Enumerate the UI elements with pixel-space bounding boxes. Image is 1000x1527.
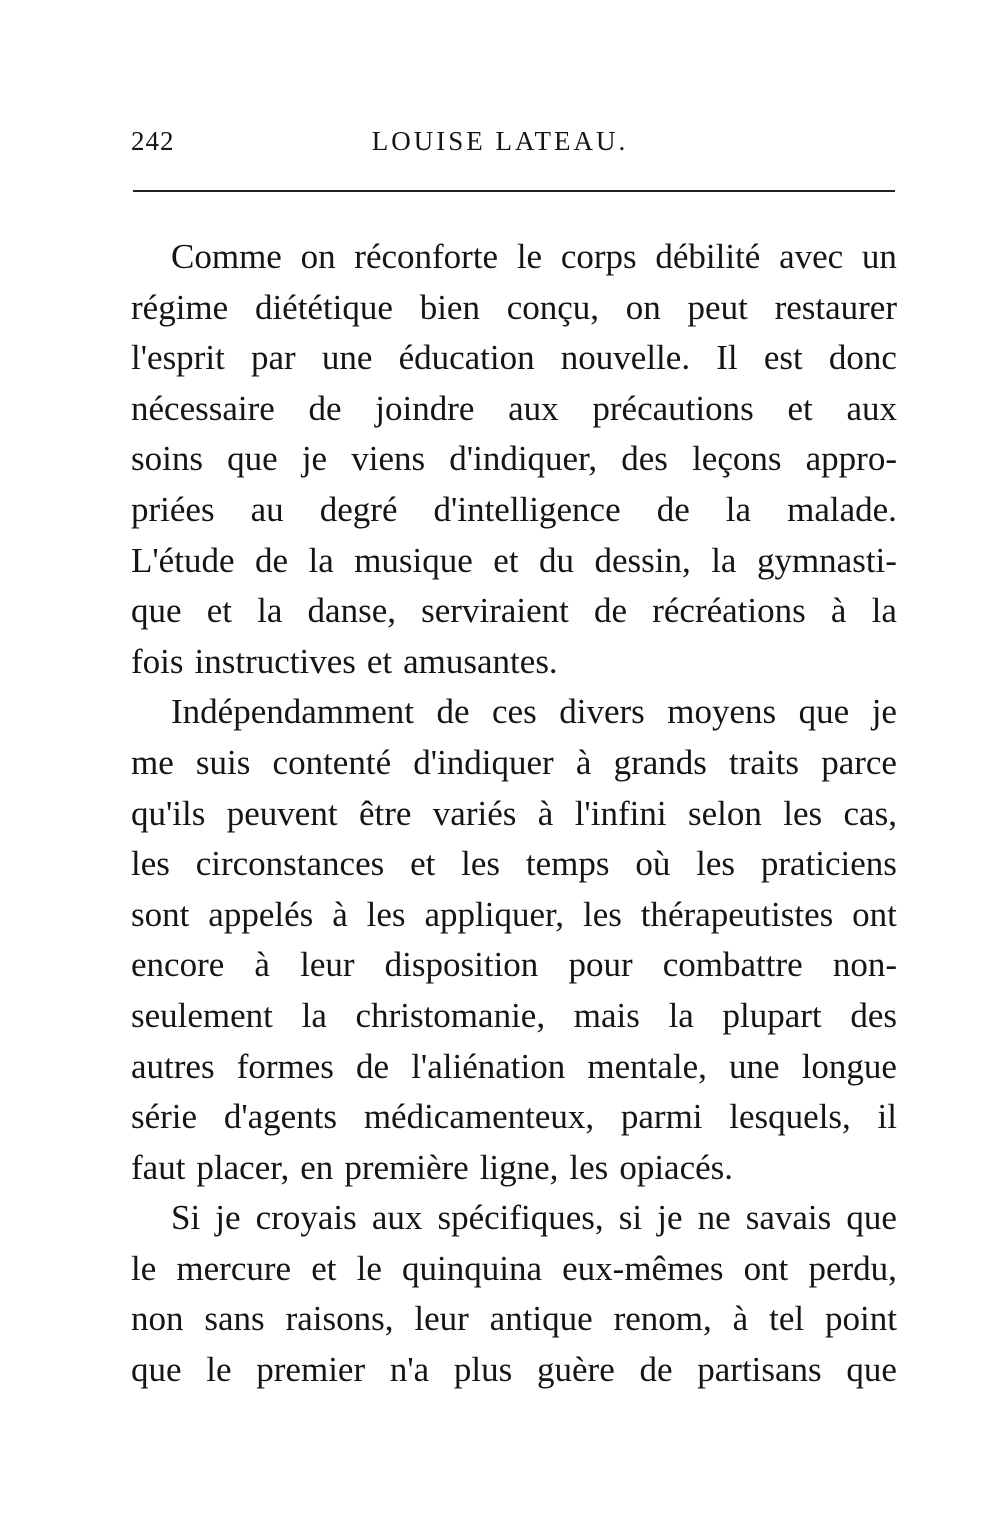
word: je bbox=[215, 1198, 241, 1238]
word: mercure bbox=[176, 1248, 292, 1288]
word: premier bbox=[256, 1350, 366, 1390]
word: diététique bbox=[254, 287, 393, 327]
word: longue bbox=[801, 1046, 897, 1086]
word: praticiens bbox=[760, 844, 897, 884]
word: fois bbox=[131, 641, 184, 681]
word: à bbox=[732, 1299, 749, 1339]
word: nouvelle. bbox=[560, 338, 691, 378]
word: gymnasti- bbox=[756, 540, 897, 580]
text-line bbox=[131, 434, 897, 485]
text-line bbox=[131, 333, 897, 384]
word: le bbox=[131, 1248, 157, 1288]
word: leur bbox=[300, 945, 355, 985]
word: ont bbox=[743, 1248, 789, 1288]
text-line bbox=[131, 485, 897, 536]
word: temps bbox=[525, 844, 610, 884]
word: selon bbox=[687, 793, 762, 833]
word: aux bbox=[371, 1198, 423, 1238]
word: les bbox=[696, 844, 736, 884]
text-line bbox=[131, 232, 897, 283]
word: d'agents bbox=[223, 1097, 338, 1137]
word: encore bbox=[131, 945, 225, 985]
word: qu'ils bbox=[131, 793, 206, 833]
word: croyais bbox=[255, 1198, 357, 1238]
text-line bbox=[131, 384, 897, 435]
word: divers bbox=[559, 692, 645, 732]
word: à bbox=[537, 793, 554, 833]
word: point bbox=[824, 1299, 897, 1339]
word: une bbox=[729, 1046, 780, 1086]
word: où bbox=[635, 844, 671, 884]
word: précautions bbox=[592, 388, 754, 428]
word: les bbox=[569, 1147, 609, 1187]
word: ligne, bbox=[479, 1147, 559, 1187]
word: les bbox=[783, 793, 823, 833]
word: conçu, bbox=[506, 287, 600, 327]
word: thérapeutistes bbox=[640, 894, 834, 934]
word: cas, bbox=[843, 793, 897, 833]
word: variés bbox=[432, 793, 517, 833]
word: dessin, bbox=[594, 540, 691, 580]
word: degré bbox=[319, 489, 398, 529]
word: moyens bbox=[667, 692, 777, 732]
word: ces bbox=[492, 692, 537, 732]
word: donc bbox=[828, 338, 897, 378]
word: amusantes. bbox=[403, 641, 558, 681]
word: que bbox=[131, 1350, 182, 1390]
word: guère bbox=[537, 1350, 615, 1390]
word: à bbox=[830, 591, 847, 631]
word: de bbox=[594, 591, 628, 631]
word: savais bbox=[745, 1198, 832, 1238]
word: de bbox=[356, 1046, 390, 1086]
word: Comme bbox=[171, 237, 282, 276]
text-line bbox=[131, 536, 897, 587]
word: quinquina bbox=[402, 1248, 542, 1288]
word: aux bbox=[508, 388, 559, 428]
word: d'indiquer bbox=[413, 742, 554, 782]
word: des bbox=[850, 995, 897, 1035]
text-line bbox=[131, 1345, 897, 1396]
word: il bbox=[877, 1097, 897, 1137]
word: on bbox=[300, 237, 336, 276]
word: autres bbox=[131, 1046, 215, 1086]
word: contenté bbox=[272, 742, 392, 782]
word: du bbox=[539, 540, 575, 580]
word: disposition bbox=[384, 945, 539, 985]
word: seulement bbox=[131, 995, 273, 1035]
word: ont bbox=[852, 894, 897, 934]
text-line bbox=[131, 637, 897, 688]
word: que bbox=[846, 1198, 897, 1238]
word: corps bbox=[560, 237, 637, 276]
word: mais bbox=[573, 995, 640, 1035]
word: appro- bbox=[805, 439, 897, 479]
word: débilité bbox=[655, 237, 761, 276]
word: de bbox=[436, 692, 470, 732]
word: à bbox=[575, 742, 592, 782]
text-line bbox=[131, 586, 897, 637]
word: à bbox=[254, 945, 270, 985]
word: faut bbox=[131, 1147, 186, 1187]
word: avec bbox=[779, 237, 844, 276]
word: L'étude bbox=[131, 540, 235, 580]
word: éducation bbox=[398, 338, 535, 378]
word: raisons, bbox=[285, 1299, 394, 1339]
text-line bbox=[131, 687, 897, 738]
word: non- bbox=[832, 945, 897, 985]
word: traits bbox=[729, 742, 800, 782]
word: leçons bbox=[692, 439, 782, 479]
word: de bbox=[656, 489, 690, 529]
word: et bbox=[493, 540, 519, 580]
word: lesquels, bbox=[729, 1097, 851, 1137]
word: sans bbox=[204, 1299, 265, 1339]
body-text bbox=[131, 232, 897, 1396]
text-line bbox=[131, 789, 897, 840]
text-line bbox=[131, 890, 897, 941]
word: est bbox=[763, 338, 803, 378]
word: partisans bbox=[697, 1350, 822, 1390]
word: appliquer, bbox=[424, 894, 565, 934]
word: aux bbox=[846, 388, 897, 428]
word: non bbox=[131, 1299, 184, 1339]
word: circonstances bbox=[195, 844, 385, 884]
word: Indépendamment bbox=[171, 692, 414, 732]
word: la bbox=[668, 995, 694, 1035]
word: à bbox=[332, 894, 348, 934]
word: par bbox=[250, 338, 296, 378]
word: et bbox=[366, 641, 393, 681]
word: opiacés. bbox=[619, 1147, 734, 1187]
word: plus bbox=[453, 1350, 513, 1390]
word: la bbox=[257, 591, 283, 631]
word: serviraient bbox=[421, 591, 569, 631]
word: mentale, bbox=[587, 1046, 707, 1086]
word: me bbox=[131, 742, 174, 782]
word: joindre bbox=[375, 388, 475, 428]
word: la bbox=[301, 995, 327, 1035]
word: première bbox=[344, 1147, 469, 1187]
word: viens bbox=[351, 439, 426, 479]
text-line bbox=[131, 1143, 897, 1194]
word: la bbox=[308, 540, 334, 580]
text-line bbox=[131, 1294, 897, 1345]
word: récréations bbox=[652, 591, 806, 631]
word: les bbox=[366, 894, 406, 934]
text-line bbox=[131, 839, 897, 890]
word: priées bbox=[131, 489, 215, 529]
word: instructives bbox=[194, 641, 356, 681]
word: peuvent bbox=[226, 793, 338, 833]
word: renom, bbox=[613, 1299, 712, 1339]
word: spécifiques, bbox=[437, 1198, 604, 1238]
word: leur bbox=[414, 1299, 469, 1339]
word: médicamenteux, bbox=[363, 1097, 595, 1137]
text-line bbox=[131, 991, 897, 1042]
word: la bbox=[711, 540, 737, 580]
word: malade. bbox=[787, 489, 897, 529]
word: que bbox=[846, 1350, 897, 1390]
word: des bbox=[621, 439, 668, 479]
word: l'esprit bbox=[131, 338, 225, 378]
word: le bbox=[206, 1350, 232, 1390]
word: on bbox=[625, 287, 661, 327]
word: la bbox=[725, 489, 752, 529]
word: d'indiquer, bbox=[449, 439, 598, 479]
word: je bbox=[657, 1198, 683, 1238]
word: régime bbox=[131, 287, 229, 327]
word: parmi bbox=[620, 1097, 703, 1137]
word: de bbox=[308, 388, 342, 428]
header-rule bbox=[133, 190, 895, 192]
word: perdu, bbox=[808, 1248, 897, 1288]
word: combattre bbox=[662, 945, 803, 985]
word: Il bbox=[716, 338, 738, 378]
text-line bbox=[131, 283, 897, 334]
word: de bbox=[639, 1350, 673, 1390]
word: que bbox=[798, 692, 850, 732]
word: de bbox=[254, 540, 288, 580]
word: et bbox=[311, 1248, 337, 1288]
word: réconforte bbox=[354, 237, 499, 276]
text-line bbox=[131, 1042, 897, 1093]
word: grands bbox=[613, 742, 707, 782]
text-line bbox=[131, 1244, 897, 1295]
word: suis bbox=[195, 742, 251, 782]
word: parce bbox=[821, 742, 897, 782]
word: être bbox=[358, 793, 412, 833]
word: une bbox=[321, 338, 373, 378]
word: antique bbox=[489, 1299, 593, 1339]
word: n'a bbox=[389, 1350, 430, 1390]
word: au bbox=[250, 489, 284, 529]
word: musique bbox=[354, 540, 473, 580]
word: plupart bbox=[722, 995, 822, 1035]
text-line bbox=[131, 940, 897, 991]
word: soins bbox=[131, 439, 203, 479]
word: la bbox=[871, 591, 897, 631]
text-line bbox=[131, 738, 897, 789]
word: je bbox=[301, 439, 328, 479]
word: si bbox=[618, 1198, 643, 1238]
word: le bbox=[356, 1248, 382, 1288]
word: l'aliénation bbox=[411, 1046, 566, 1086]
word: série bbox=[131, 1097, 198, 1137]
word: tel bbox=[769, 1299, 805, 1339]
word: que bbox=[131, 591, 182, 631]
word: et bbox=[410, 844, 436, 884]
word: formes bbox=[236, 1046, 334, 1086]
word: que bbox=[227, 439, 278, 479]
word: un bbox=[861, 237, 897, 276]
word: les bbox=[582, 894, 622, 934]
word: pour bbox=[568, 945, 633, 985]
word: d'intelligence bbox=[433, 489, 621, 529]
word: l'infini bbox=[574, 793, 667, 833]
word: appelés bbox=[208, 894, 314, 934]
word: bien bbox=[419, 287, 480, 327]
word: les bbox=[461, 844, 501, 884]
page-number: 242 bbox=[131, 126, 175, 156]
word: le bbox=[516, 237, 543, 276]
word: Si bbox=[171, 1198, 201, 1238]
word: eux-mêmes bbox=[562, 1248, 724, 1288]
word: peut bbox=[687, 287, 748, 327]
word: christomanie, bbox=[355, 995, 546, 1035]
word: et bbox=[787, 388, 813, 428]
word: restaurer bbox=[774, 287, 897, 327]
word: en bbox=[300, 1147, 334, 1187]
word: je bbox=[871, 692, 897, 732]
word: et bbox=[206, 591, 232, 631]
text-line bbox=[131, 1092, 897, 1143]
text-line bbox=[131, 1193, 897, 1244]
word: sont bbox=[131, 894, 190, 934]
word: nécessaire bbox=[131, 388, 275, 428]
running-title: LOUISE LATEAU. bbox=[371, 126, 629, 156]
word: ne bbox=[697, 1198, 731, 1238]
word: danse, bbox=[307, 591, 396, 631]
word: les bbox=[131, 844, 170, 884]
word: placer, bbox=[196, 1147, 290, 1187]
